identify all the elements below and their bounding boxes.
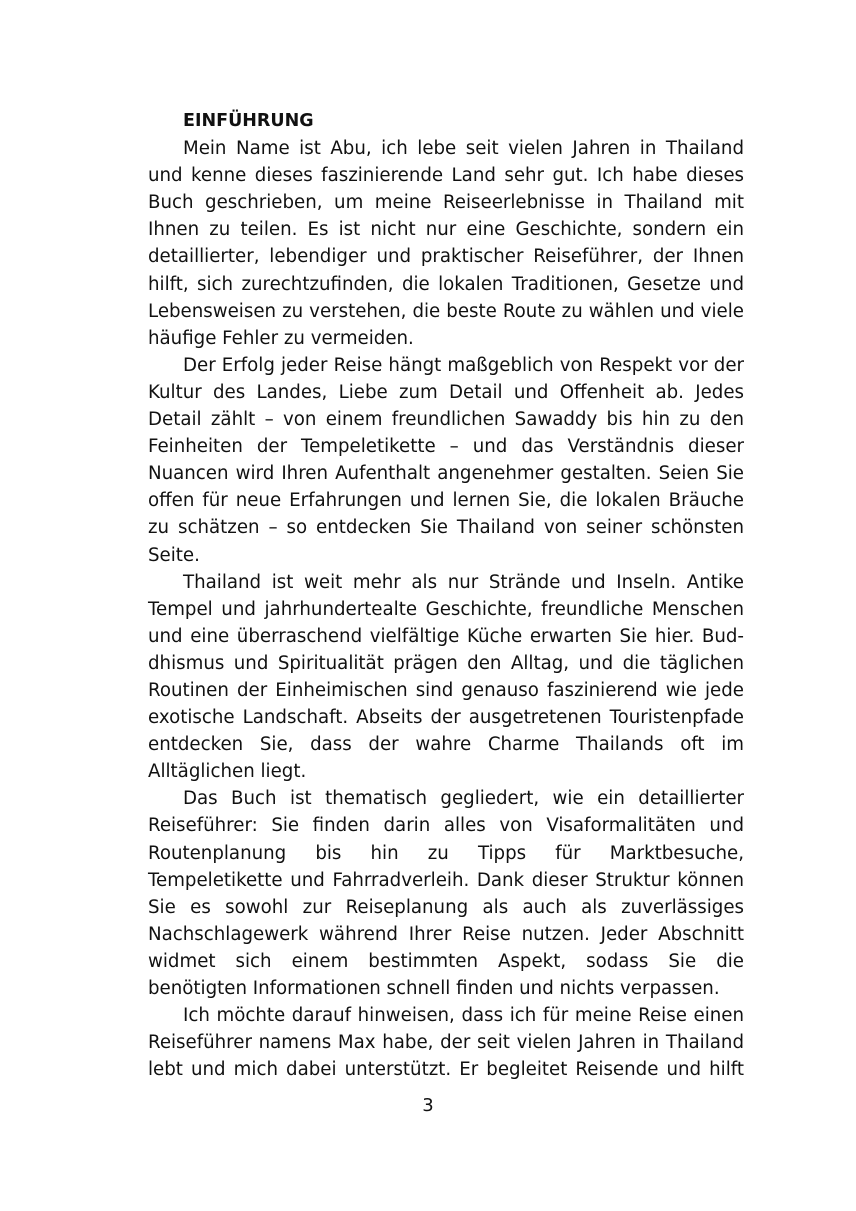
paragraph-1: Mein Name ist Abu, ich lebe seit vielen Jahren in Thailand und kenne dieses faszinierende Land sehr gut. Ich habe dieses Buch geschrieben, um meine Reiseerlebnisse in Thailand mit Ihnen zu teilen. Es ist nicht nur eine Geschichte, sondern ein detaillierter, lebendiger und praktischer Reiseführer, der Ihnen hilft, sich zurechtzufinden, die lokalen Traditionen, Gesetze und Lebensweisen zu verstehen, die beste Route zu wählen und viele häufige Fehler zu vermeiden. bbox=[148, 138, 744, 349]
paragraph-3: Thailand ist weit mehr als nur Strände und Inseln. Antike Tempel und jahrhundertealte Geschichte, freundliche Menschen und eine überraschend vielfältige Küche erwarten Sie hier. Buddhismus und Spiritualität prägen den Alltag, und die täglichen Routinen der Einheimischen sind genauso faszinierend wie jede exotische Landschaft. Abseits der ausgetretenen Touristenpfade entdecken Sie, dass der wahre Charme Thailands oft im Alltäglichen liegt. bbox=[148, 571, 744, 783]
page-number: 3 bbox=[422, 1095, 434, 1116]
paragraph-2: Der Erfolg jeder Reise hängt maßgeblich von Respekt vor der Kultur des Landes, Liebe zum Detail und Offenheit ab. Jedes Detail zählt – von einem freundlichen Sawaddy bis hin zu den Feinheiten der Tempeletikette – und das Verständnis dieser Nuancen wird Ihren Aufenthalt angenehmer gestalten. Seien Sie offen für neue Erfahrungen und lernen Sie, die lokalen Bräuche zu schätzen – so entdecken Sie Thailand von seiner schönsten Seite. bbox=[148, 354, 744, 566]
paragraph-5: Ich möchte darauf hinweisen, dass ich für meine Reise einen Reiseführer namens Max habe, der seit vielen Jahren in Thailand lebt und mich dabei unterstützt. Er begleitet Reisende und hilft bbox=[148, 1005, 744, 1081]
chapter-heading: EINFÜHRUNG bbox=[183, 111, 314, 131]
body-text bbox=[148, 108, 744, 1083]
paragraph-4: Das Buch ist thematisch gegliedert, wie ein detaillierter Reiseführer: Sie finden darin alles von Visaformalitäten und Routenplanung bis hin zu Tipps für Marktbesuche, Tempeletikette und Fahrradverleih. Dank dieser Struktur können Sie es sowohl zur Reiseplanung als auch als zuverlässiges Nachschlagewerk während Ihrer Reise nutzen. Jeder Abschnitt widmet sich einem bestimmten Aspekt, sodass Sie die benötigten Informationen schnell finden und nichts verpassen. bbox=[148, 788, 744, 999]
